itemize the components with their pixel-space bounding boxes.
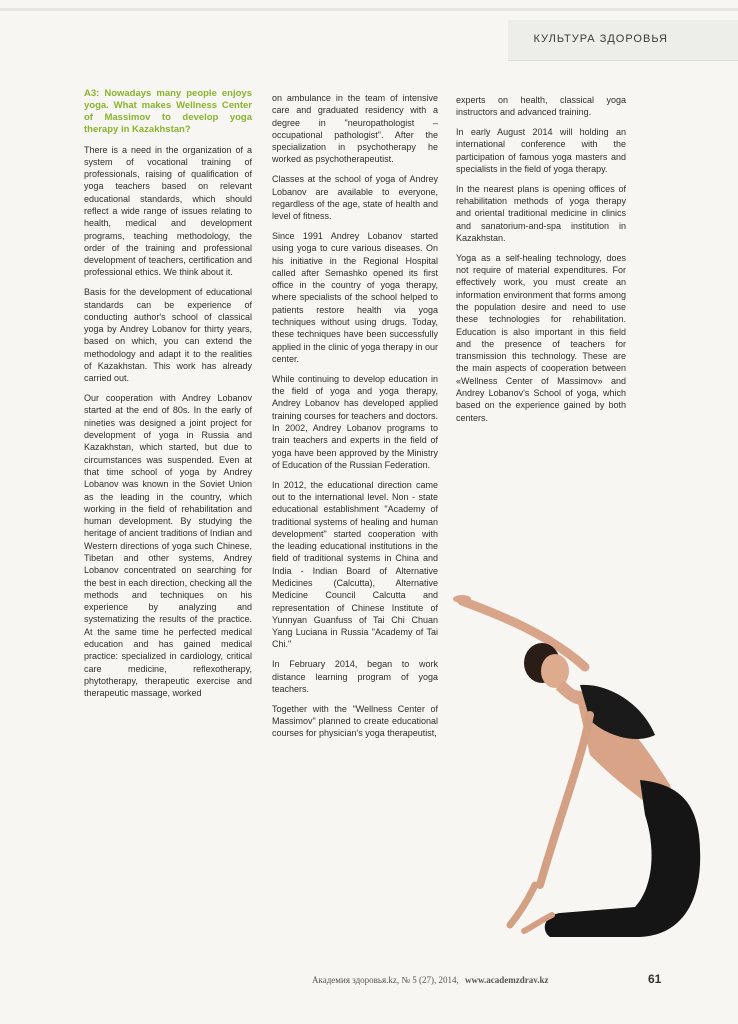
paragraph: experts on health, classical yoga instructors and advanced training.: [456, 95, 626, 118]
yoga-pose-photo: [440, 585, 710, 955]
paragraph: on ambulance in the team of intensive care and graduated residency with a degree in "neuropathologist – occupational pathologist". After the specialization in psychotherapy he worked as psychotherapeutist.: [272, 93, 438, 165]
paragraph: There is a need in the organization of a system of vocational training of professionals, raising of qualification of yoga teachers based on relevant educational standards, which should reflect a wide range of issues relating to health, medical and development programs, teaching methodology, the order of the training and professional development of teachers, certification and professional ethics. We think about it.: [84, 144, 252, 278]
page-number: 61: [648, 972, 662, 986]
website-link[interactable]: www.academzdrav.kz: [465, 975, 549, 985]
paragraph: In the nearest plans is opening offices of rehabilitation methods of yoga therapy and oriental traditional medicine in clinics and sanatorium-and-spa institution in Kazakhstan.: [456, 183, 626, 243]
paragraph: Together with the "Wellness Center of Massimov" planned to create educational courses for physician's yoga therapeutist,: [272, 703, 438, 739]
paragraph: Classes at the school of yoga of Andrey Lobanov are available to everyone, regardless of the age, state of health and level of fitness.: [272, 174, 438, 222]
footer: [312, 975, 549, 985]
paragraph: In early August 2014 will holding an international conference with the participation of famous yoga masters and specialists in the field of yoga therapy.: [456, 127, 626, 174]
column-2: [272, 92, 438, 747]
paragraph: In February 2014, began to work distance learning program of yoga teachers.: [272, 659, 438, 694]
paragraph: Basis for the development of educational standards can be experience of conducting author's school of classical yoga by Andrey Lobanov for thirty years, based on which, you can extend the methodology and adapt it to the realities of Kazakhstan. This work has already carried out.: [84, 287, 252, 384]
paragraph: While continuing to develop education in the field of yoga and yoga therapy, Andrey Lobanov has developed applied training courses for teachers and doctors. In 2002, Andrey Lobanov programs to train teachers and experts in the field of yoga have been approved by the Ministry of Education of the Russian Federation.: [272, 373, 438, 470]
paragraph: Our cooperation with Andrey Lobanov started at the end of 80s. In the early of nineties was designed a joint project for development of yoga in Russia and Kazakhstan, which started, but due to circumstances was suspended. Even at that time school of yoga by Andrey Lobanov was known in the Soviet Union as the leading in the country, which working in the field of rehabilitation and human development. By studying the heritage of ancient traditions of Indian and Western directions of yoga such Chinese, Tibetan and other systems, Andrey Lobanov concentrated on searching for the best in each direction, checking all the methods and techniques on his experience by analyzing and systematizing the results of the practice. At the same time he perfected medical education and has gained medical practice: specialized in cardiology, critical care medicine, reflexotherapy, phytotherapy, therapeutic exercise and therapeutic massage, worked: [84, 393, 252, 699]
column-1: [84, 88, 252, 707]
paragraph: Since 1991 Andrey Lobanov started using yoga to cure various diseases. On his initiative in the Regional Hospital called after Semashko opened its first office in the country of yoga therapy, where specialists of the school helped to patients restore health via yoga techniques without using drugs. Today, these techniques have been successfully applied in the clinic of yoga therapy in our center.: [272, 230, 438, 364]
paragraph: Yoga as a self-healing technology, does not require of material expenditures. For effectively work, you must create an information environment that forms among the population desire and need to use these technologies for rehabilitation. Education is also important in this field and the presence of teachers for transmission this technology. These are the main aspects of cooperation between «Wellness Center of Massimov» and Andrey Lobanov's School of yoga, which based on the experience gained by both centers.: [456, 252, 626, 423]
column-3: [456, 94, 626, 431]
journal-info: Академия здоровья.kz, № 5 (27), 2014,: [312, 975, 459, 985]
top-rule: [0, 8, 738, 11]
paragraph: In 2012, the educational direction came out to the international level. Non - state educational establishment "Academy of traditional systems of healing and human development" started cooperation with the leading educational institutions in the field of traditional systems in China and India - Indian Board of Alternative Medicines (Calcutta), Alternative Medicine Council Calcutta and representation of Chinese Institute of Yunnyan Guanfuss of Tai Chi Chuan Yang Luciana in Russia "Academy of Tai Chi.": [272, 479, 438, 650]
section-title: КУЛЬТУРА ЗДОРОВЬЯ: [533, 33, 668, 45]
interview-question: А3: Nowadays many people enjoys yoga. What makes Wellness Center of Massimov to develop yoga therapy in Kazakhstan?: [84, 88, 252, 135]
